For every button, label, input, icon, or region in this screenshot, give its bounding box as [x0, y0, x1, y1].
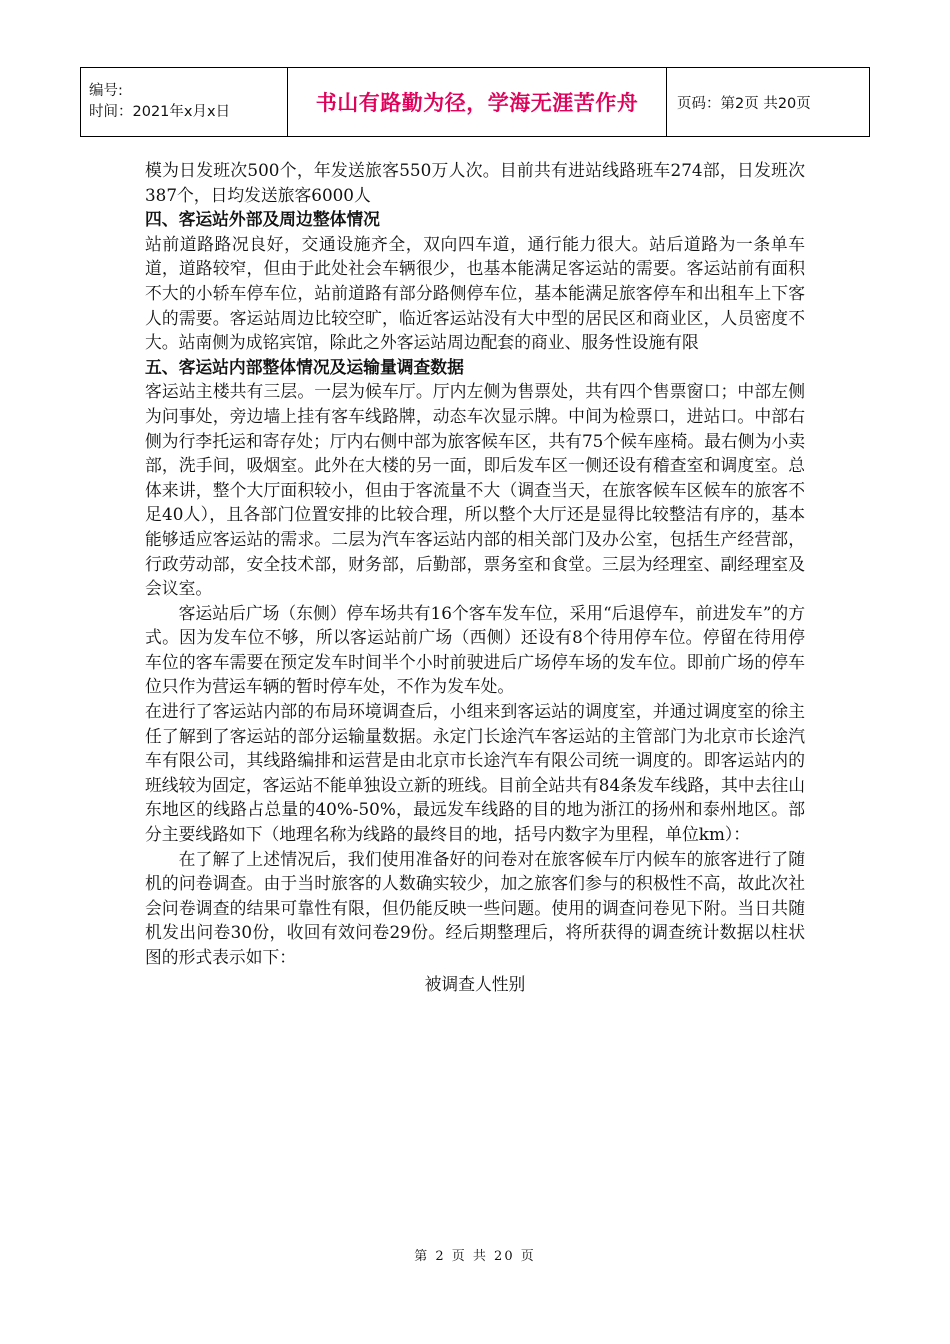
document-number: 编号: [89, 83, 123, 99]
section-heading-4: 四、客运站外部及周边整体情况 [145, 209, 380, 230]
paragraph-continued: 模为日发班次500个，年发送旅客550万人次。目前共有进站线路班车274部，日发班次387个，日均发送旅客6000人 [145, 160, 805, 205]
header-meta [81, 68, 288, 137]
section-heading-5: 五、客运站内部整体情况及运输量调查数据 [145, 356, 464, 377]
paragraph-exterior: 站前道路路况良好，交通设施齐全，双向四车道，通行能力很大。站后道路为一条单车道，道路较窄，但由于此处社会车辆很少，也基本能满足客运站的需要。客运站前有面积不大的小轿车停车位，站前道路有部分路侧停车位，基本能满足旅客停车和出租车上下客人的需要。客运站周边比较空旷，临近客运站没有大中型的居民区和商业区，人员密度不大。站南侧为成铭宾馆，除此之外客运站周边配套的商业、服务性设施有限 [145, 233, 805, 353]
page-header [80, 67, 870, 137]
paragraph-interior: 客运站主楼共有三层。一层为候车厅。厅内左侧为售票处，共有四个售票窗口；中部左侧为问事处，旁边墙上挂有客车线路牌，动态车次显示牌。中间为检票口，进站口。中部右侧为行李托运和寄存处；厅内右侧中部为旅客候车区，共有75个候车座椅。最右侧为小卖部，洗手间，吸烟室。此外在大楼的另一面，即后发车区一侧还设有稽查室和调度室。总体来讲，整个大厅面积较小，但由于客流量不大（调查当天，在旅客候车区候车的旅客不足40人），且各部门位置安排的比较合理，所以整个大厅还是显得比较整洁有序的，基本能够适应客运站的需求。二层为汽车客运站内部的相关部门及办公室，包括生产经营部，行政劳动部，安全技术部，财务部，后勤部，票务室和食堂。三层为经理室、副经理室及会议室。 [145, 381, 805, 599]
page-footer: 第 2 页 共 20 页 [414, 1249, 536, 1264]
paragraph-parking: 客运站后广场（东侧）停车场共有16个客车发车位，采用“后退停车，前进发车”的方式。因为发车位不够，所以客运站前广场（西侧）还设有8个待用停车位。停留在待用停车位的客车需要在预定发车时间半个小时前驶进后广场停车场的发车位。即前广场的停车位只作为营运车辆的暂时停车处，不作为发车处。 [145, 602, 805, 697]
header-motto: 书山有路勤为径，学海无涯苦作舟 [288, 68, 667, 137]
chart-caption: 被调查人性别 [424, 973, 526, 994]
paragraph-dispatch: 在进行了客运站内部的布局环境调查后，小组来到客运站的调度室，并通过调度室的徐主任了解到了客运站的部分运输量数据。永定门长途汽车客运站的主管部门为北京市长途汽车有限公司，其线路编排和运营是由北京市长途汽车有限公司统一调度的。即客运站内的班线较为固定，客运站不能单独设立新的班线。目前全站共有84条发车线路，其中去往山东地区的线路占总量的40%-50%，最远发车线路的目的地为浙江的扬州和泰州地区。部分主要线路如下（地理名称为线路的最终目的地，括号内数字为里程，单位km）： [145, 701, 805, 845]
header-page-number: 页码：第2页 共20页 [667, 68, 870, 137]
document-date: 时间：2021年x月x日 [89, 104, 231, 120]
paragraph-survey: 在了解了上述情况后，我们使用准备好的问卷对在旅客候车厅内候车的旅客进行了随机的问卷调查。由于当时旅客的人数确实较少，加之旅客们参与的积极性不高，故此次社会问卷调查的结果可靠性有限，但仍能反映一些问题。使用的调查问卷见下附。当日共随机发出问卷30份，收回有效问卷29份。经后期整理后，将所获得的调查统计数据以柱状图的形式表示如下： [145, 848, 805, 967]
document-body [145, 158, 805, 996]
